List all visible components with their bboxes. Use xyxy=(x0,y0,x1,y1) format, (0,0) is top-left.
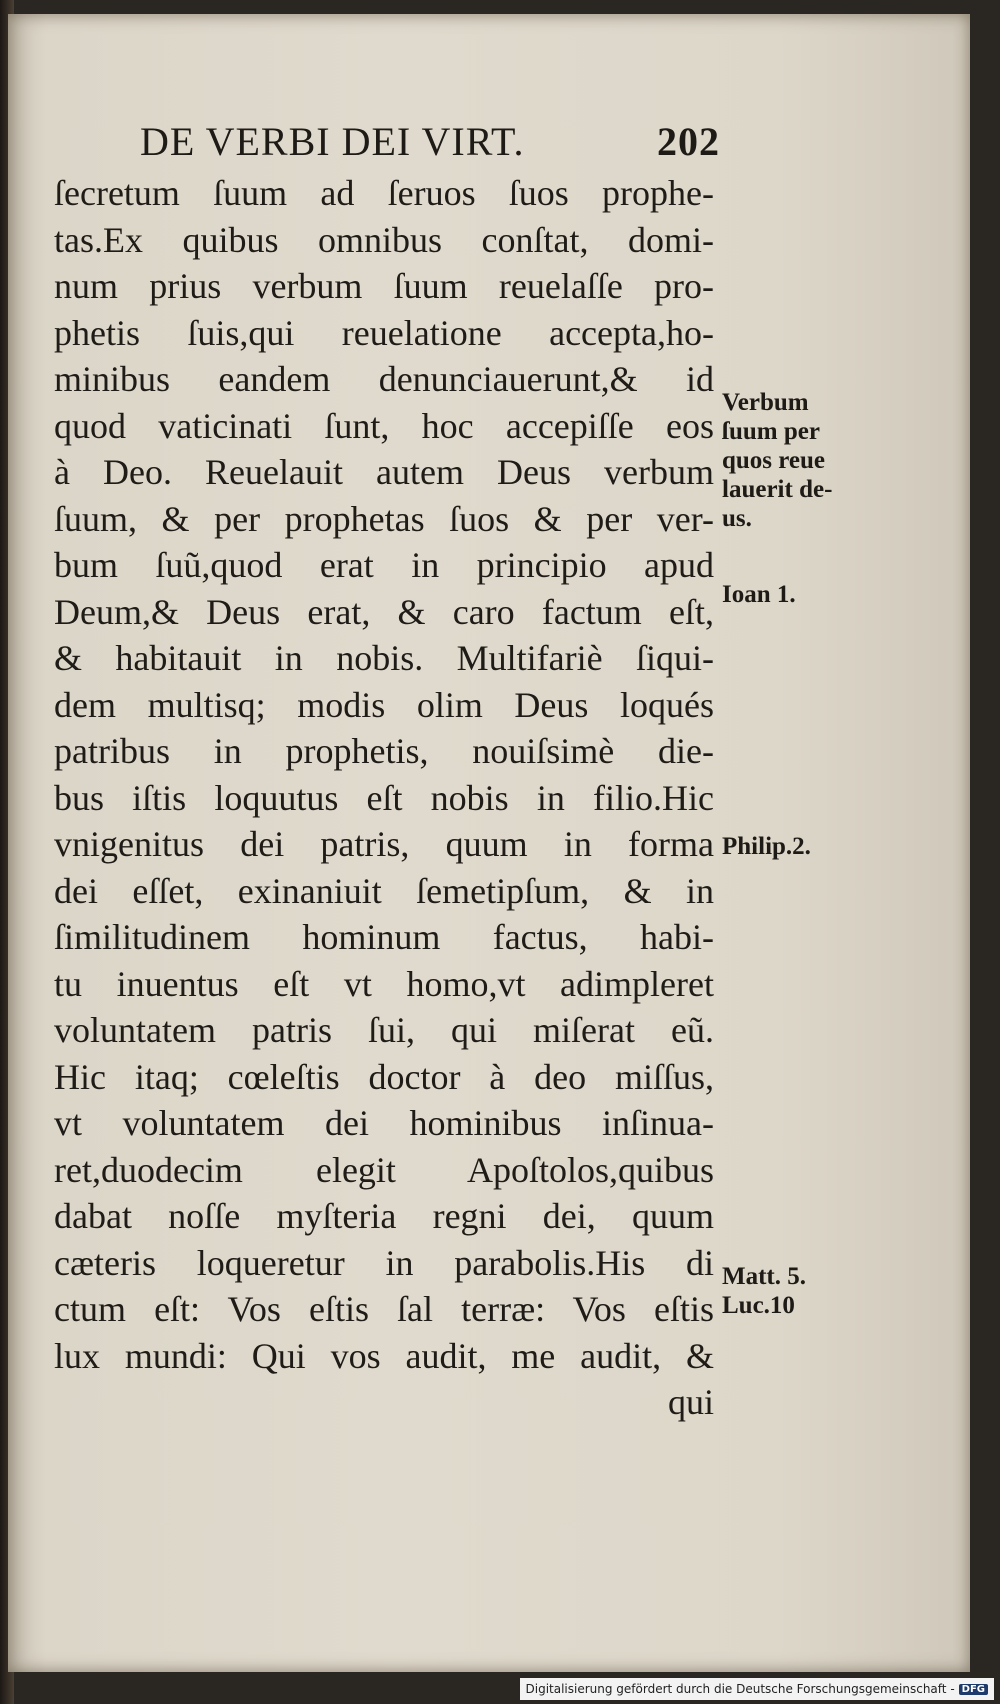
text-line: dei eſſet, exinaniuit ſemetipſum, & in xyxy=(54,870,714,911)
text-line: tas.Ex quibus omnibus conſtat, domi- xyxy=(54,219,714,260)
text-line: bus iſtis loquutus eſt nobis in filio.Hic xyxy=(54,777,714,818)
text-line: ſuum, & per prophetas ſuos & per ver- xyxy=(54,498,714,539)
text-line: minibus eandem denunciauerunt,& id xyxy=(54,359,714,399)
text-line: lux mundi: Qui vos audit, me audit, & xyxy=(54,1335,714,1376)
margin-note-line: us. xyxy=(722,505,752,532)
text-line: à Deo. Reuelauit autem Deus verbum xyxy=(54,452,714,492)
text-line: quod vaticinati ſunt, hoc accepiſſe eos xyxy=(54,405,714,446)
margin-note-line: Verbum xyxy=(722,389,809,416)
text-line: Deum,& Deus erat, & caro factum eſt, xyxy=(54,591,714,632)
margin-note-line: Luc.10 xyxy=(722,1292,795,1319)
margin-note-verbum xyxy=(722,388,832,533)
text-line: phetis ſuis,qui reuelatione accepta,ho- xyxy=(54,312,714,353)
text-line: tu inuentus eſt vt homo,vt adimpleret xyxy=(54,963,714,1004)
text-line: dem multisq; modis olim Deus loqués xyxy=(54,684,714,725)
running-header xyxy=(140,118,720,164)
margin-note-line: lauerit de- xyxy=(722,476,833,503)
text-line: voluntatem patris ſui, qui miſerat eũ. xyxy=(54,1010,714,1050)
text-line: bum ſuũ,quod erat in principio apud xyxy=(54,545,714,585)
text-line: ſimilitudinem hominum factus, habi- xyxy=(54,917,714,957)
margin-note-line: Philip.2. xyxy=(722,833,811,860)
text-line: cæteris loqueretur in parabolis.His di xyxy=(54,1242,714,1283)
margin-note-ioan xyxy=(722,580,796,609)
margin-note-line: ſuum per xyxy=(722,418,820,445)
text-line: num prius verbum ſuum reuelaſſe pro- xyxy=(54,266,714,306)
page-number: 202 xyxy=(657,119,720,164)
margin-note-line: Matt. 5. xyxy=(722,1263,806,1290)
margin-note-line: Ioan 1. xyxy=(722,581,796,608)
text-line: dabat noſſe myſteria regni dei, quum xyxy=(54,1196,714,1236)
margin-note-matt xyxy=(722,1262,806,1320)
text-line: ret,duodecim elegit Apoſtolos,quibus xyxy=(54,1149,714,1190)
text-line: vt voluntatem dei hominibus inſinua- xyxy=(54,1103,714,1143)
text-line: ſecretum ſuum ad ſeruos ſuos prophe- xyxy=(54,173,714,213)
text-line: Hic itaq; cœleſtis doctor à deo miſſus, xyxy=(54,1056,714,1097)
running-title: DE VERBI DEI VIRT. xyxy=(140,119,525,164)
text-line: & habitauit in nobis. Multifariè ſiqui- xyxy=(54,638,714,678)
text-line: vnigenitus dei patris, quum in forma xyxy=(54,824,714,864)
digitization-credit xyxy=(520,1678,995,1700)
dfg-logo: DFG xyxy=(959,1684,988,1695)
credit-text: Digitalisierung gefördert durch die Deutsche Forschungsgemeinschaft - xyxy=(525,1682,955,1696)
text-line: ctum eſt: Vos eſtis ſal terræ: Vos eſtis xyxy=(54,1289,714,1329)
margin-note-philip xyxy=(722,832,811,861)
margin-note-line: quos reue xyxy=(722,447,826,474)
text-line: patribus in prophetis, nouiſsimè die- xyxy=(54,731,714,771)
text-line: qui xyxy=(667,1382,714,1422)
